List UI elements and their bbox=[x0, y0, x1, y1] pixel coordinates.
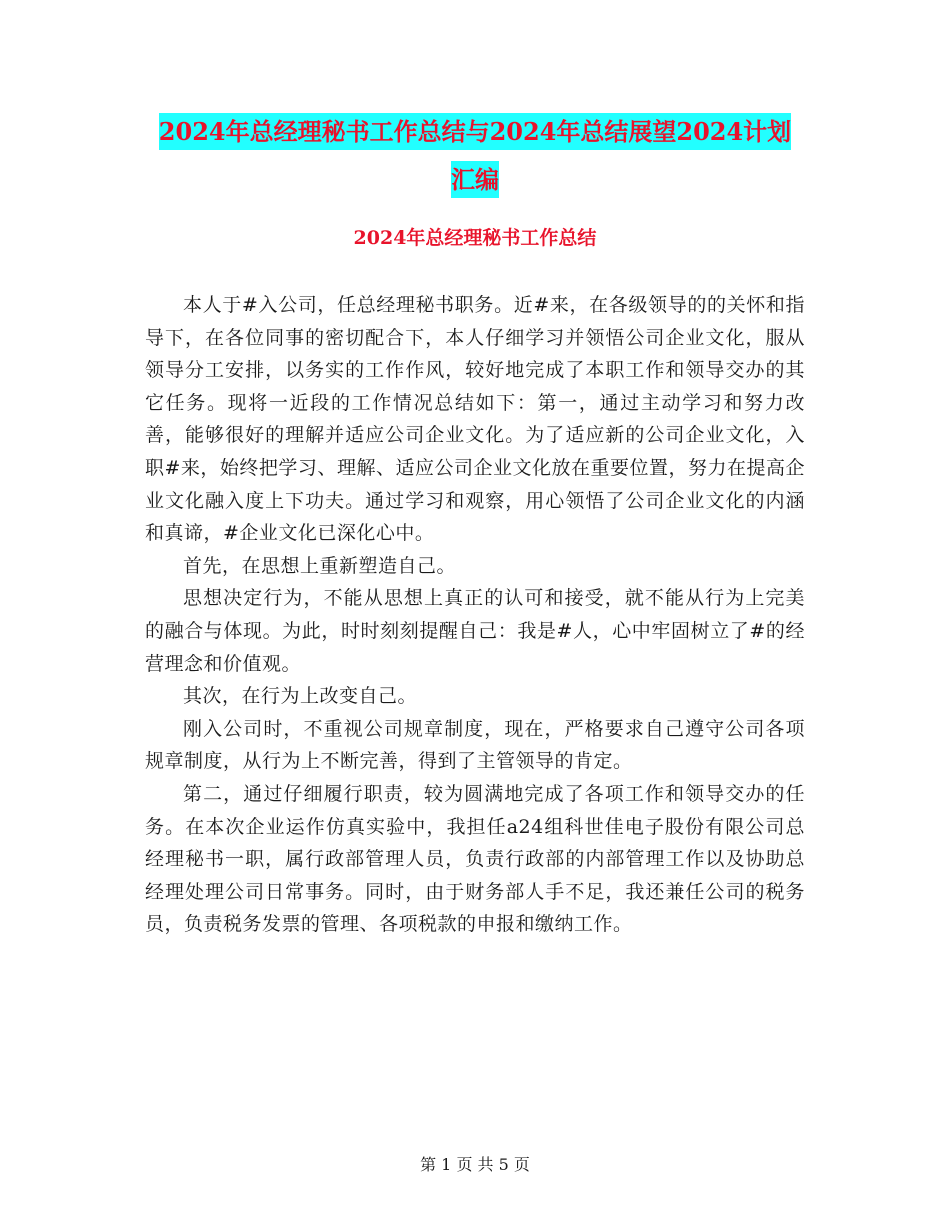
paragraph-first-point: 首先，在思想上重新塑造自己。 bbox=[183, 554, 457, 577]
document-title bbox=[150, 108, 800, 204]
document-title-text: 2024年总经理秘书工作总结与2024年总结展望2024计划汇编 bbox=[159, 113, 791, 198]
section-heading: 2024年总经理秘书工作总结 bbox=[353, 227, 597, 249]
page-number-footer: 第 1 页 共 5 页 bbox=[420, 1155, 530, 1174]
paragraph-intro: 本人于#入公司，任总经理秘书职务。近#来，在各级领导的的关怀和指导下，在各位同事的密切配合下，本人仔细学习并领悟公司企业文化，服从领导分工安排，以务实的工作作风，较好地完成了本职工作和领导交办的其它任务。现将一近段的工作情况总结如下：第一，通过主动学习和努力改善，能够很好的理解并适应公司企业文化。为了适应新的公司企业文化，入职#来，始终把学习、理解、适应公司企业文化放在重要位置，努力在提高企业文化融入度上下功夫。通过学习和观察，用心领悟了公司企业文化的内涵和真谛，#企业文化已深化心中。 bbox=[145, 294, 805, 545]
paragraph-second-point: 其次，在行为上改变自己。 bbox=[183, 685, 418, 708]
document-body bbox=[145, 289, 805, 941]
paragraph-thinking: 思想决定行为，不能从思想上真正的认可和接受，就不能从行为上完美的融合与体现。为此，时时刻刻提醒自己：我是#人，心中牢固树立了#的经营理念和价值观。 bbox=[145, 587, 805, 675]
paragraph-duties: 第二，通过仔细履行职责，较为圆满地完成了各项工作和领导交办的任务。在本次企业运作仿真实验中，我担任a24组科世佳电子股份有限公司总经理秘书一职，属行政部管理人员，负责行政部的内部管理工作以及协助总经理处理公司日常事务。同时，由于财务部人手不足，我还兼任公司的税务员，负责税务发票的管理、各项税款的申报和缴纳工作。 bbox=[145, 782, 805, 936]
paragraph-rules: 刚入公司时，不重视公司规章制度，现在，严格要求自己遵守公司各项规章制度，从行为上不断完善，得到了主管领导的肯定。 bbox=[145, 717, 805, 773]
